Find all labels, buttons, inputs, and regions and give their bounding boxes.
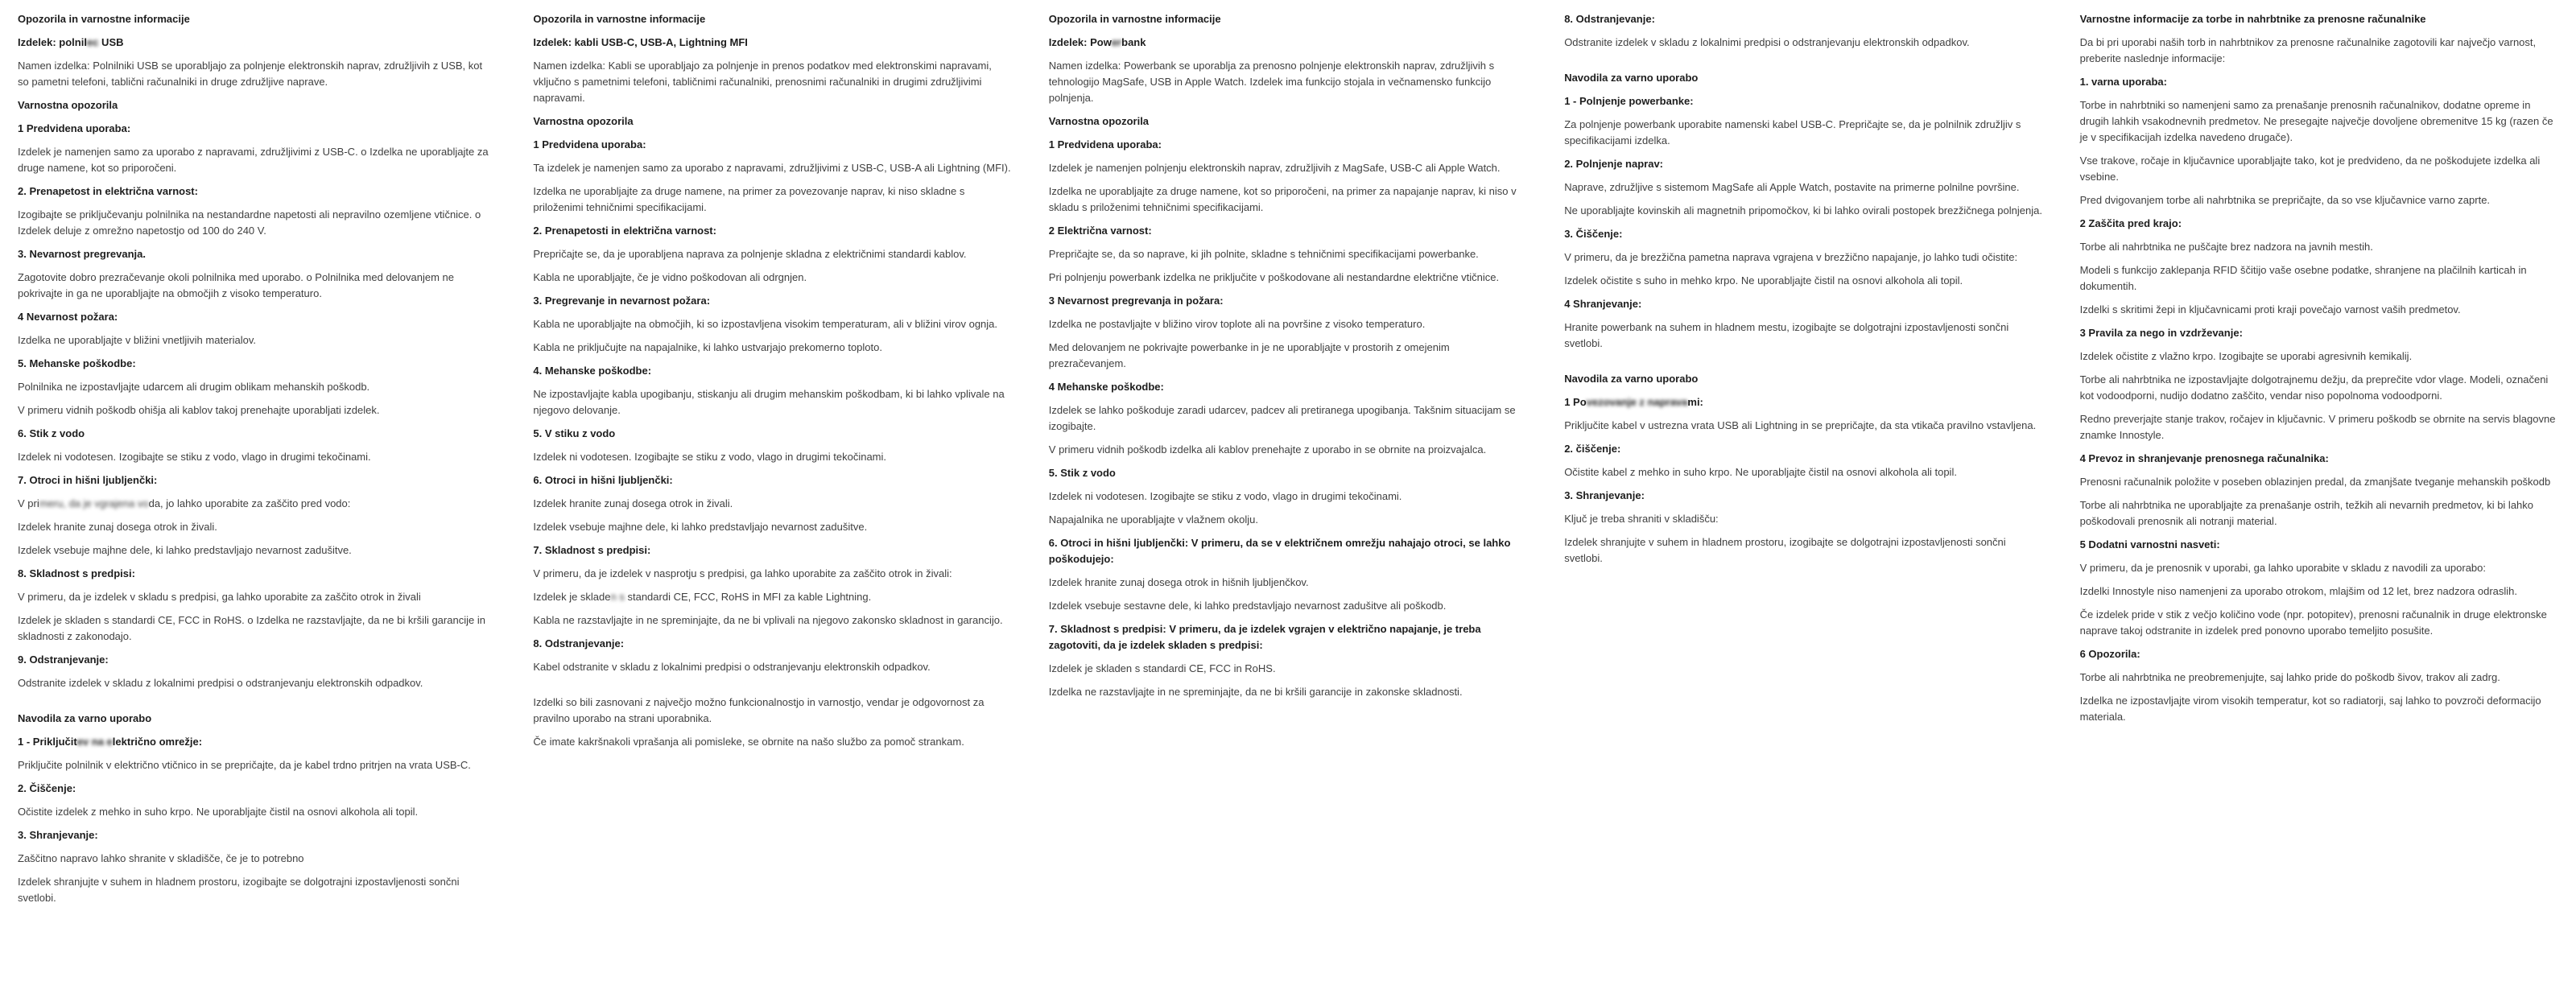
- heading-usb-charger-12: 5. Mehanske poškodbe:: [18, 357, 136, 369]
- paragraph-powerbank-11: Izdelka ne postavljajte v bližino virov toplote ali na površine z visoko temperaturo.: [1048, 318, 1426, 330]
- paragraph-powerbank-21: Izdelek vsebuje sestavne dele, ki lahko predstavljajo nevarnost zadušitve ali poškodb.: [1048, 600, 1447, 612]
- paragraph-powerbank-18: Napajalnika ne uporabljajte v vlažnem okolju.: [1048, 513, 1258, 526]
- text-segment: lektrično omrežje:: [112, 736, 203, 748]
- paragraph-usb-charger-18: [18, 496, 496, 512]
- text-segment: 1 - Priključit: [18, 736, 77, 748]
- blurred-text: meru, da je vgrajena vo: [39, 497, 149, 509]
- paragraph-cables-5: Ta izdelek je namenjen samo za uporabo z napravami, združljivimi z USB-C, USB-A ali Lightning (MFI).: [533, 162, 1011, 174]
- heading-laptop-bags-0: Varnostne informacije za torbe in nahrbtnike za prenosne računalnike: [2079, 13, 2426, 25]
- text-segment: bank: [1121, 36, 1146, 48]
- paragraph-usb-charger-2: Namen izdelka: Polnilniki USB se uporabljajo za polnjenje elektronskih naprav, združljivih z USB, kot so pametni telefoni, tablični računalniki in druge združljive naprave.: [18, 60, 483, 88]
- paragraph-cables-19: Izdelek vsebuje majhne dele, ki lahko predstavljajo nevarnost zadušitve.: [533, 521, 868, 533]
- paragraph-laptop-bags-19: Izdelki Innostyle niso namenjeni za uporabo otrokom, mlajšim od 12 let, brez nadzora odraslih.: [2079, 585, 2517, 597]
- heading-powerbank-4: 1 Predvidena uporaba:: [1048, 138, 1162, 150]
- paragraph-usb-charger-22: V primeru, da je izdelek v skladu s predpisi, ga lahko uporabite za zaščito otrok in živali: [18, 591, 421, 603]
- paragraph-laptop-bags-20: Če izdelek pride v stik z večjo količino vode (npr. potopitev), prenosni računalnik in druge elektronske naprave takoj odstranite in izdelek pred ponovno uporabo temeljito posušite.: [2079, 608, 2547, 637]
- paragraph-laptop-bags-13: Redno preverjajte stanje trakov, ročajev in ključavnic. V primeru poškodb se obrnite na servis blagovne znamke Innostyle.: [2079, 413, 2556, 441]
- blurred-text: n s: [610, 591, 628, 603]
- paragraph-cables-21: V primeru, da je izdelek v nasprotju s predpisi, ga lahko uporabite za zaščito otrok in živali:: [533, 567, 952, 579]
- heading-usb-charger-26: Navodila za varno uporabo: [18, 712, 152, 724]
- paragraph-laptop-bags-4: Vse trakove, ročaje in ključavnice uporabljajte tako, kot je predvideno, da ne poškodujete izdelka ali vsebine.: [2079, 155, 2541, 183]
- heading-usb-charger-27: [18, 734, 496, 750]
- heading-usb-charger-17: 7. Otroci in hišni ljubljenčki:: [18, 474, 158, 486]
- paragraph-powerbank-15: V primeru vidnih poškodb izdelka ali kablov prenehajte z uporabo in se obrnite na proizvajalca.: [1048, 443, 1487, 456]
- paragraph-powerbank-care-1: Odstranite izdelek v skladu z lokalnimi predpisi o odstranjevanju elektronskih odpadkov.: [1564, 36, 1970, 48]
- paragraph-usb-charger-33: Izdelek shranjujte v suhem in hladnem prostoru, izogibajte se dolgotrajni izpostavljenosti sončni svetlobi.: [18, 876, 460, 904]
- paragraph-usb-charger-11: Izdelka ne uporabljajte v bližini vnetljivih materialov.: [18, 334, 257, 346]
- paragraph-laptop-bags-5: Pred dvigovanjem torbe ali nahrbtnika se prepričajte, da so vse ključavnice varno zaprte.: [2079, 194, 2491, 206]
- text-segment: mi:: [1687, 396, 1703, 408]
- heading-powerbank-1: [1049, 35, 1527, 51]
- paragraph-usb-charger-19: Izdelek hranite zunaj dosega otrok in živali.: [18, 521, 217, 533]
- heading-powerbank-0: Opozorila in varnostne informacije: [1048, 13, 1221, 25]
- heading-powerbank-care-13: Navodila za varno uporabo: [1564, 373, 1699, 385]
- paragraph-laptop-bags-22: Torbe ali nahrbtnika ne preobremenjujte, saj lahko pride do poškodb šivov, trakov ali zadrg.: [2079, 671, 2500, 683]
- heading-powerbank-care-0: 8. Odstranjevanje:: [1564, 13, 1655, 25]
- heading-cables-17: 6. Otroci in hišni ljubljenčki:: [533, 474, 673, 486]
- paragraph-laptop-bags-18: V primeru, da je prenosnik v uporabi, ga lahko uporabite v skladu z navodili za uporabo:: [2079, 562, 2487, 574]
- heading-usb-charger-24: 9. Odstranjevanje:: [18, 653, 109, 666]
- column-cables: [533, 11, 1011, 913]
- paragraph-powerbank-care-15: Priključite kabel v ustrezna vrata USB ali Lightning in se prepričajte, da sta vtikača pravilno vstavljena.: [1564, 419, 2037, 431]
- heading-powerbank-care-14: [1564, 394, 2042, 410]
- paragraph-cables-2: Namen izdelka: Kabli se uporabljajo za polnjenje in prenos podatkov med elektronskimi napravami, vključno s pametnimi telefoni, tabličnimi računalniki, prenosnimi računalniki in drugimi združljivimi napravami.: [533, 60, 992, 104]
- paragraph-powerbank-6: Izdelka ne uporabljajte za druge namene, kot so priporočeni, na primer za napajanje naprav, ki niso v skladu s priloženimi tehničnimi specifikacijami.: [1048, 185, 1517, 213]
- paragraph-usb-charger-14: V primeru vidnih poškodb ohišja ali kablov takoj prenehajte uporabljati izdelek.: [18, 404, 380, 416]
- heading-cables-3: Varnostna opozorila: [533, 115, 634, 127]
- heading-cables-0: Opozorila in varnostne informacije: [533, 13, 706, 25]
- paragraph-laptop-bags-16: Torbe ali nahrbtnika ne uporabljajte za prenašanje ostrih, težkih ali nevarnih predmetov, ki bi lahko poškodovali prenosnik ali notranji material.: [2079, 499, 2534, 527]
- paragraph-powerbank-care-6: Naprave, združljive s sistemom MagSafe ali Apple Watch, postavite na primerne polnilne površine.: [1564, 181, 2020, 193]
- paragraph-laptop-bags-15: Prenosni računalnik položite v poseben oblazinjen predal, da zmanjšate tveganje mehanskih poškodb: [2079, 476, 2551, 488]
- paragraph-cables-6: Izdelka ne uporabljajte za druge namene, na primer za povezovanje naprav, ki niso skladne s priloženimi tehničnimi specifikacijami.: [533, 185, 965, 213]
- heading-cables-1: Izdelek: kabli USB-C, USB-A, Lightning MFI: [533, 36, 748, 48]
- paragraph-cables-18: Izdelek hranite zunaj dosega otrok in živali.: [533, 497, 733, 509]
- column-powerbank: [1049, 11, 1527, 913]
- paragraph-laptop-bags-8: Modeli s funkcijo zaklepanja RFID ščitijo vaše osebne podatke, shranjene na plačilnih karticah in dokumentih.: [2079, 264, 2527, 292]
- heading-laptop-bags-10: 3 Pravila za nego in vzdrževanje:: [2079, 327, 2243, 339]
- paragraph-cables-9: Kabla ne uporabljajte, če je vidno poškodovan ali odrgnjen.: [533, 271, 807, 283]
- paragraph-laptop-bags-1: Da bi pri uporabi naših torb in nahrbtnikov za prenosne računalnike zagotovili kar največjo varnost, preberite naslednje informacije:: [2079, 36, 2537, 64]
- paragraph-cables-26: Izdelki so bili zasnovani z največjo možno funkcionalnostjo in varnostjo, vendar je odgovornost za pravilno uporabo na strani uporabnika.: [533, 696, 985, 724]
- text-segment: da, jo lahko uporabite za zaščito pred vodo:: [148, 497, 351, 509]
- heading-powerbank-care-11: 4 Shranjevanje:: [1564, 298, 1642, 310]
- paragraph-laptop-bags-7: Torbe ali nahrbtnika ne puščajte brez nadzora na javnih mestih.: [2079, 241, 2373, 253]
- heading-cables-10: 3. Pregrevanje in nevarnost požara:: [533, 295, 711, 307]
- paragraph-powerbank-care-20: Izdelek shranjujte v suhem in hladnem prostoru, izogibajte se dolgotrajni izpostavljenosti sončni svetlobi.: [1564, 536, 2006, 564]
- paragraph-powerbank-care-19: Ključ je treba shraniti v skladišču:: [1564, 513, 1719, 525]
- paragraph-usb-charger-30: Očistite izdelek z mehko in suho krpo. Ne uporabljajte čistil na osnovi alkohola ali topil.: [18, 806, 419, 818]
- heading-usb-charger-8: 3. Nevarnost pregrevanja.: [18, 248, 146, 260]
- paragraph-powerbank-17: Izdelek ni vodotesen. Izogibajte se stiku z vodo, vlago in drugimi tekočinami.: [1048, 490, 1402, 502]
- blurred-text: ev na e: [76, 736, 113, 748]
- text-segment: Izdelek je sklade: [533, 591, 611, 603]
- paragraph-laptop-bags-12: Torbe ali nahrbtnika ne izpostavljajte dolgotrajnemu dežju, da preprečite vdor vlage. Modeli, označeni kot vodoodporni, nudijo dodatno zaščito, vendar niso popolnoma vodoodporni.: [2079, 373, 2549, 402]
- paragraph-powerbank-care-9: V primeru, da je brezžična pametna naprava vgrajena v brezžično napajanje, jo lahko tudi očistite:: [1564, 251, 2018, 263]
- heading-powerbank-22: 7. Skladnost s predpisi: V primeru, da je izdelek vgrajen v električno napajanje, je treba zagotoviti, da je izdelek skladen s predpisi:: [1048, 623, 1481, 651]
- paragraph-laptop-bags-23: Izdelka ne izpostavljajte virom visokih temperatur, kot so radiatorji, saj lahko to povzroči deformacijo materiala.: [2079, 695, 2541, 723]
- heading-cables-15: 5. V stiku z vodo: [533, 427, 616, 439]
- paragraph-cables-27: Če imate kakršnakoli vprašanja ali pomisleke, se obrnite na našo službo za pomoč strankam.: [533, 736, 964, 748]
- heading-cables-24: 8. Odstranjevanje:: [533, 637, 625, 649]
- paragraph-usb-charger-7: Izogibajte se priključevanju polnilnika na nestandardne napetosti ali nepravilno ozemljene vtičnice. o Izdelek deluje z omrežno napetostjo od 100 do 240 V.: [18, 208, 481, 237]
- paragraph-powerbank-9: Pri polnjenju powerbank izdelka ne priključite v poškodovane ali nestandardne električne vtičnice.: [1048, 271, 1500, 283]
- paragraph-usb-charger-23: Izdelek je skladen s standardi CE, FCC in RoHS. o Izdelka ne razstavljajte, da ne bi kršili garancije in skladnosti z zakonodajo.: [18, 614, 485, 642]
- paragraph-cables-16: Izdelek ni vodotesen. Izogibajte se stiku z vodo, vlago in drugimi tekočinami.: [533, 451, 887, 463]
- paragraph-cables-11: Kabla ne uporabljajte na območjih, ki so izpostavljena visokim temperaturam, ali v bližini virov ognja.: [533, 318, 998, 330]
- heading-powerbank-care-8: 3. Čiščenje:: [1564, 228, 1623, 240]
- heading-powerbank-care-2: Navodila za varno uporabo: [1564, 72, 1699, 84]
- paragraph-laptop-bags-3: Torbe in nahrbtniki so namenjeni samo za prenašanje prenosnih računalnikov, dodatne opreme in drugih lahkih vsakodnevnih predmetov. Ne presegajte največje dovoljene obremenitve 15 kg (razen če je v specifikacijah izdelka navedeno drugače).: [2079, 99, 2553, 143]
- text-segment: Izdelek: polnil: [18, 36, 87, 48]
- blurred-text: vezovanje z naprava: [1586, 396, 1688, 408]
- text-segment: Izdelek: Pow: [1048, 36, 1112, 48]
- heading-laptop-bags-21: 6 Opozorila:: [2079, 648, 2140, 660]
- paragraph-laptop-bags-9: Izdelki s skritimi žepi in ključavnicami proti kraji povečajo varnost vaših predmetov.: [2079, 303, 2461, 315]
- heading-powerbank-10: 3 Nevarnost pregrevanja in požara:: [1048, 295, 1224, 307]
- heading-usb-charger-1: [18, 35, 496, 51]
- paragraph-laptop-bags-11: Izdelek očistite z vlažno krpo. Izogibajte se uporabi agresivnih kemikalij.: [2079, 350, 2413, 362]
- column-laptop-bags: [2080, 11, 2558, 913]
- column-powerbank-care: [1564, 11, 2042, 913]
- heading-usb-charger-4: 1 Predvidena uporaba:: [18, 122, 131, 134]
- text-segment: 1 Po: [1564, 396, 1587, 408]
- heading-powerbank-care-18: 3. Shranjevanje:: [1564, 489, 1645, 501]
- heading-powerbank-13: 4 Mehanske poškodbe:: [1048, 381, 1164, 393]
- paragraph-powerbank-care-7: Ne uporabljajte kovinskih ali magnetnih pripomočkov, ki bi lahko ovirali postopek brezžičnega polnjenja.: [1564, 204, 2042, 216]
- blurred-text: er: [1111, 36, 1122, 48]
- text-segment: standardi CE, FCC, RoHS in MFI za kable Lightning.: [627, 591, 872, 603]
- paragraph-usb-charger-25: Odstranite izdelek v skladu z lokalnimi predpisi o odstranjevanju elektronskih odpadkov.: [18, 677, 423, 689]
- paragraph-powerbank-care-17: Očistite kabel z mehko in suho krpo. Ne uporabljajte čistil na osnovi alkohola ali topil.: [1564, 466, 1957, 478]
- blurred-text: ec: [86, 36, 99, 48]
- heading-usb-charger-0: Opozorila in varnostne informacije: [18, 13, 190, 25]
- paragraph-cables-25: Kabel odstranite v skladu z lokalnimi predpisi o odstranjevanju elektronskih odpadkov.: [533, 661, 931, 673]
- paragraph-cables-8: Prepričajte se, da je uporabljena naprava za polnjenje skladna z električnimi standardi kablov.: [533, 248, 967, 260]
- heading-powerbank-care-5: 2. Polnjenje naprav:: [1564, 158, 1664, 170]
- paragraph-powerbank-care-4: Za polnjenje powerbank uporabite namenski kabel USB-C. Prepričajte se, da je polnilnik združljiv s specifikacijami izdelka.: [1564, 118, 2021, 146]
- paragraph-powerbank-5: Izdelek je namenjen polnjenju elektronskih naprav, združljivih z MagSafe, USB-C ali Apple Watch.: [1048, 162, 1501, 174]
- heading-laptop-bags-14: 4 Prevoz in shranjevanje prenosnega računalnika:: [2079, 452, 2329, 464]
- heading-laptop-bags-17: 5 Dodatni varnostni nasveti:: [2079, 538, 2220, 550]
- paragraph-usb-charger-20: Izdelek vsebuje majhne dele, ki lahko predstavljajo nevarnost zadušitve.: [18, 544, 352, 556]
- heading-laptop-bags-2: 1. varna uporaba:: [2079, 76, 2167, 88]
- heading-cables-13: 4. Mehanske poškodbe:: [533, 365, 652, 377]
- text-segment: V pri: [18, 497, 39, 509]
- heading-powerbank-care-16: 2. čiščenje:: [1564, 443, 1621, 455]
- text-segment: USB: [98, 36, 124, 48]
- paragraph-powerbank-8: Prepričajte se, da so naprave, ki jih polnite, skladne s tehničnimi specifikacijami powerbanke.: [1048, 248, 1479, 260]
- paragraph-usb-charger-13: Polnilnika ne izpostavljajte udarcem ali drugim oblikam mehanskih poškodb.: [18, 381, 370, 393]
- heading-usb-charger-29: 2. Čiščenje:: [18, 782, 76, 794]
- heading-laptop-bags-6: 2 Zaščita pred krajo:: [2079, 217, 2182, 229]
- paragraph-cables-23: Kabla ne razstavljajte in ne spreminjajte, da ne bi vplivali na njegovo zakonsko skladnost in garancijo.: [533, 614, 1003, 626]
- heading-powerbank-7: 2 Električna varnost:: [1048, 225, 1152, 237]
- heading-powerbank-19: 6. Otroci in hišni ljubljenčki: V primeru, da se v električnem omrežju nahajajo otroci, se lahko poškodujejo:: [1048, 537, 1511, 565]
- paragraph-cables-12: Kabla ne priključujte na napajalnike, ki lahko ustvarjajo prekomerno toploto.: [533, 341, 882, 353]
- heading-powerbank-3: Varnostna opozorila: [1048, 115, 1150, 127]
- heading-usb-charger-6: 2. Prenapetost in električna varnost:: [18, 185, 198, 197]
- heading-usb-charger-31: 3. Shranjevanje:: [18, 829, 98, 841]
- paragraph-powerbank-care-12: Hranite powerbank na suhem in hladnem mestu, izogibajte se dolgotrajni izpostavljenosti sončni svetlobi.: [1564, 321, 2009, 349]
- paragraph-powerbank-14: Izdelek se lahko poškoduje zaradi udarcev, padcev ali pretiranega upogibanja. Takšnim situacijam se izogibajte.: [1048, 404, 1516, 432]
- heading-cables-20: 7. Skladnost s predpisi:: [533, 544, 651, 556]
- paragraph-powerbank-20: Izdelek hranite zunaj dosega otrok in hišnih ljubljenčkov.: [1048, 576, 1309, 588]
- paragraph-powerbank-23: Izdelek je skladen s standardi CE, FCC in RoHS.: [1048, 662, 1276, 674]
- heading-powerbank-care-3: 1 - Polnjenje powerbanke:: [1564, 95, 1694, 107]
- heading-usb-charger-3: Varnostna opozorila: [18, 99, 118, 111]
- paragraph-cables-22: [533, 589, 1011, 605]
- column-usb-charger: [18, 11, 496, 913]
- paragraph-usb-charger-5: Izdelek je namenjen samo za uporabo z napravami, združljivimi z USB-C. o Izdelka ne uporabljajte za druge namene, kot so priporočeni.: [18, 146, 489, 174]
- paragraph-usb-charger-16: Izdelek ni vodotesen. Izogibajte se stiku z vodo, vlago in drugimi tekočinami.: [18, 451, 371, 463]
- heading-usb-charger-15: 6. Stik z vodo: [18, 427, 85, 439]
- paragraph-usb-charger-28: Priključite polnilnik v električno vtičnico in se prepričajte, da je kabel trdno pritrjen na vrata USB-C.: [18, 759, 471, 771]
- paragraph-cables-14: Ne izpostavljajte kabla upogibanju, stiskanju ali drugim mehanskim poškodbam, ki bi lahko vplivale na njegovo delovanje.: [533, 388, 1005, 416]
- paragraph-powerbank-care-10: Izdelek očistite s suho in mehko krpo. Ne uporabljajte čistil na osnovi alkohola ali topil.: [1564, 274, 1963, 287]
- paragraph-powerbank-12: Med delovanjem ne pokrivajte powerbanke in je ne uporabljajte v prostorih z omejenim prezračevanjem.: [1048, 341, 1450, 369]
- paragraph-usb-charger-9: Zagotovite dobro prezračevanje okoli polnilnika med uporabo. o Polnilnika med delovanjem ne pokrivajte in ga ne uporabljajte na območjih z visoko temperaturo.: [18, 271, 454, 299]
- heading-usb-charger-10: 4 Nevarnost požara:: [18, 311, 118, 323]
- paragraph-powerbank-2: Namen izdelka: Powerbank se uporablja za prenosno polnjenje elektronskih naprav, združljivih s tehnologijo MagSafe, USB in Apple Watch. Izdelek ima funkcijo stojala in večnamensko funkcijo polnjenja.: [1048, 60, 1495, 104]
- heading-usb-charger-21: 8. Skladnost s predpisi:: [18, 567, 135, 579]
- paragraph-powerbank-24: Izdelka ne razstavljajte in ne spreminjajte, da ne bi kršili garancije in zakonske skladnosti.: [1048, 686, 1463, 698]
- paragraph-usb-charger-32: Zaščitno napravo lahko shranite v skladišče, če je to potrebno: [18, 852, 304, 864]
- heading-cables-7: 2. Prenapetosti in električna varnost:: [533, 225, 716, 237]
- heading-powerbank-16: 5. Stik z vodo: [1048, 467, 1116, 479]
- heading-cables-4: 1 Predvidena uporaba:: [533, 138, 646, 150]
